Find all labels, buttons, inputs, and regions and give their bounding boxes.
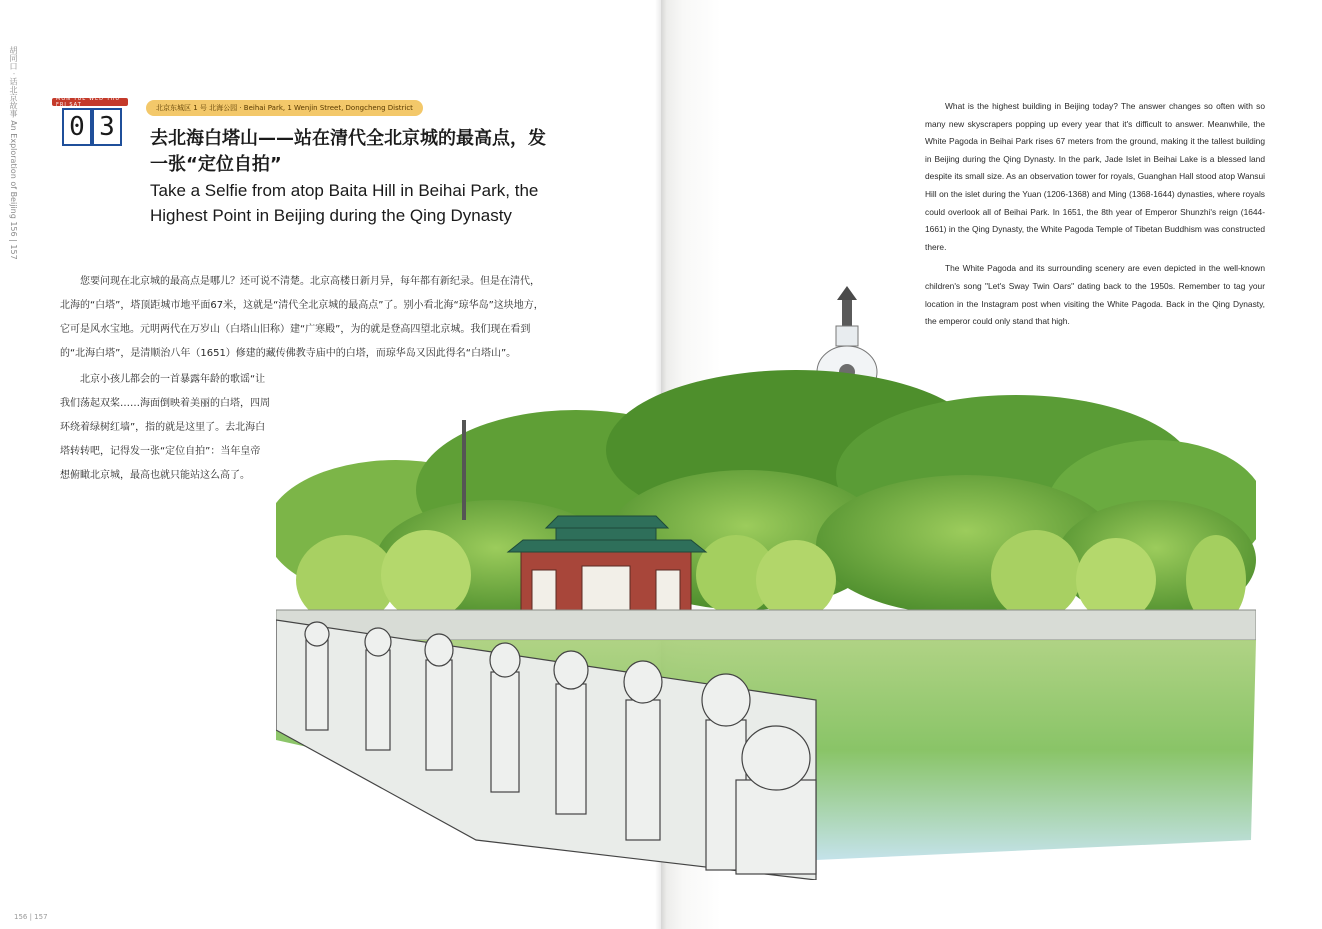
running-head-pages: 156 | 157 <box>9 221 18 260</box>
running-head-en: An Exploration of Beijing <box>9 120 18 219</box>
lake-wall <box>276 610 1256 640</box>
title-english: Take a Selfie from atop Baita Hill in Beihai Park, the Highest Point in Beijing during the Qing Dynasty <box>150 181 539 225</box>
location-tag: 北京东城区 1 号 北海公园 · Beihai Park, 1 Wenjin Street, Dongcheng District <box>146 100 423 116</box>
chapter-digit-1: 0 <box>62 108 92 146</box>
body-chinese-paragraph: 您要问现在北京城的最高点是哪儿？还可说不清楚。北京高楼日新月异，每年都有新纪录。但是在清代，北海的“白塔”，塔顶距城市地平面67米，这就是“清代全北京城的最高点”了。别小看北海“琼华岛”这块地方，它可是风水宝地。元明两代在万岁山（白塔山旧称）建“广寒殿”，为的就是登高四望北京城。我们现在看到的“北海白塔”，是清顺治八年（1651）修建的藏传佛教寺庙中的白塔，而琼华岛又因此得名“白塔山”。 <box>60 276 544 359</box>
chapter-digit-2: 3 <box>92 108 122 146</box>
running-head-zh: 胡同口 · 话北京故事 <box>9 46 18 118</box>
running-head <box>6 46 20 260</box>
calendar-weekdays: MON TUE WED THU FRI SAT <box>56 96 121 108</box>
tree-hill <box>276 370 1256 625</box>
chapter-calendar-badge <box>52 98 128 150</box>
page-number: 156 | 157 <box>14 913 48 921</box>
body-english-paragraph: The White Pagoda and its surrounding scenery are even depicted in the well-known children's song "Let's Sway Twin Oars" dating back to the 1950s. Remember to tag your location in the Instagram post when visiting the White Pagoda. Back in the Qing Dynasty, the emperor could only stand that high. <box>925 263 1265 327</box>
beihai-park-illustration <box>276 280 1256 880</box>
title-chinese: 去北海白塔山——站在清代全北京城的最高点，发一张“定位自拍” <box>150 128 546 175</box>
body-english-paragraph: What is the highest building in Beijing today? The answer changes so often with so many new skyscrapers popping up every year that it's difficult to answer. Meanwhile, the White Pagoda in Beihai Park rises 67 meters from the ground, making it the tallest building in Beijing during the Qing Dynasty. In the park, Jade Islet in Beihai Lake is a blessed land despite its small size. As an observation tower for royals, Guanghan Hall stood atop Wansui Hill on the islet during the Yuan (1206-1368) and Ming (1368-1644) dynasties, where royals could overlook all of Beihai Park. In 1651, the 8th year of Emperor Shunzhi's reign (1644-1661) in the Qing Dynasty, the White Pagoda Temple of Tibetan Buddhism was constructed there. <box>925 101 1265 252</box>
body-chinese-paragraph: 北京小孩儿都会的一首暴露年龄的歌谣“让我们荡起双桨……海面倒映着美丽的白塔，四周环绕着绿树红墙”，指的就是这里了。去北海白塔转转吧，记得发一张“定位自拍”：当年皇帝想俯瞰北京城，最高也就只能站这么高了。 <box>60 374 270 481</box>
